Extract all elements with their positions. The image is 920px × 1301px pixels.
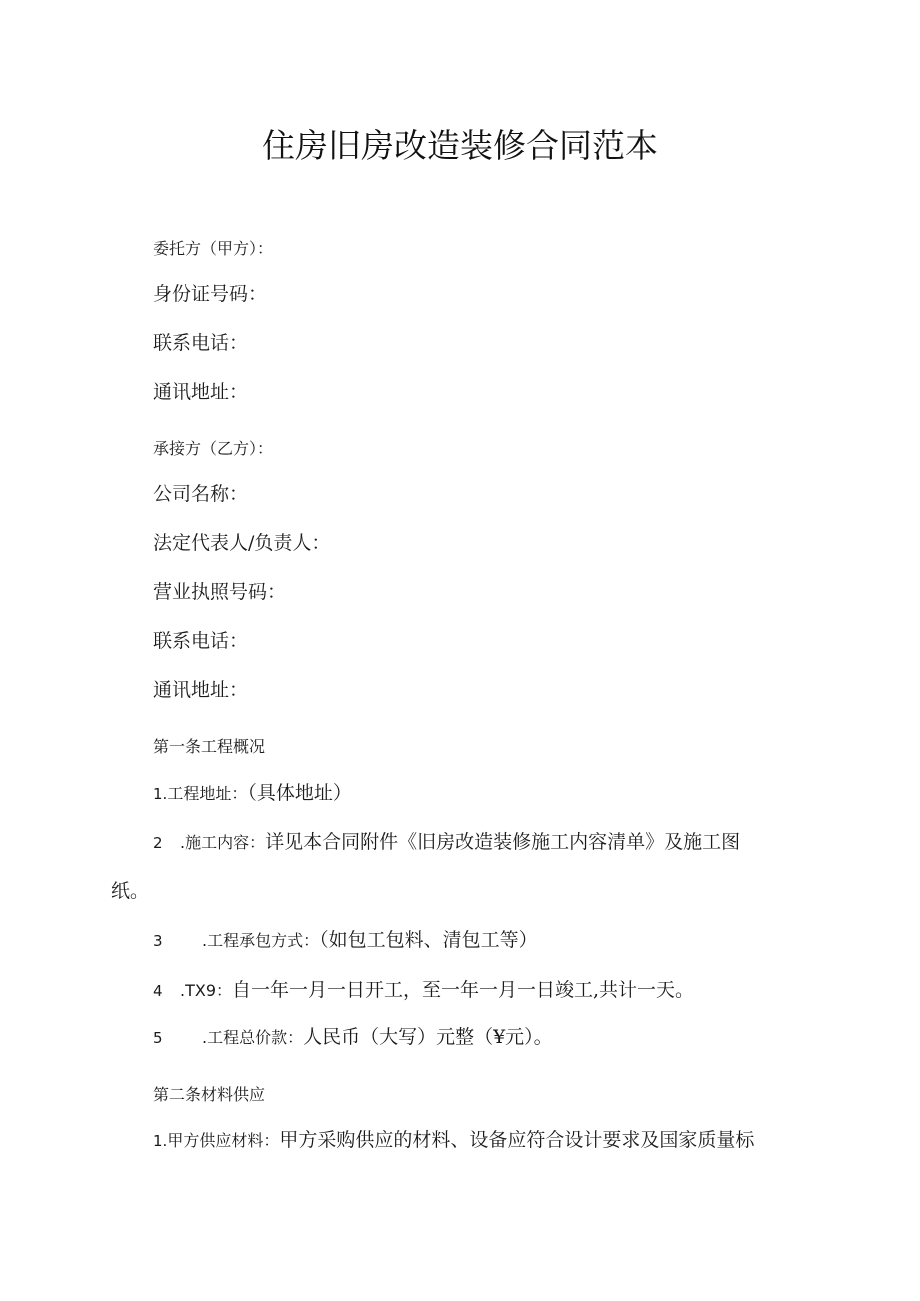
item-text: 甲方采购供应的材料、设备应符合设计要求及国家质量标: [279, 1129, 755, 1151]
party-a-heading: 委托方（甲方）：: [153, 239, 274, 258]
article-1-item-4: [153, 975, 694, 1005]
article-1-item-2: [153, 827, 740, 857]
article-1-item-5: [153, 1022, 553, 1052]
item-number: 4: [153, 982, 163, 1000]
item-number: 5: [153, 1029, 163, 1047]
item-label: 甲方供应材料：: [167, 1131, 280, 1150]
item-number: 1.: [153, 1132, 168, 1150]
item-text: 自一年一月一日开工，至一年一月一日竣工,共计一天。: [232, 979, 695, 1001]
party-a-phone: 联系电话：: [153, 332, 249, 354]
item-text: 人民币（大写）元整（¥元）。: [303, 1026, 553, 1048]
party-b-representative: 法定代表人/负责人：: [153, 532, 331, 554]
item-text: 详见本合同附件《旧房改造装修施工内容清单》及施工图: [265, 831, 741, 853]
item-number: 1.: [153, 785, 168, 803]
party-b-company: 公司名称：: [153, 483, 249, 505]
item-text: （具体地址）: [247, 782, 352, 804]
party-a-id-number: 身份证号码：: [153, 283, 268, 305]
page-title: 住房旧房改造装修合同范本: [262, 126, 658, 165]
party-b-heading: 承接方（乙方）：: [153, 439, 274, 458]
item-text: （如包工包料、清包工等）: [319, 929, 538, 951]
item-number: 3: [153, 932, 163, 950]
article-1-item-2-continuation: 纸。: [111, 880, 150, 902]
party-b-address: 通讯地址：: [153, 679, 249, 701]
item-number: 2: [153, 834, 163, 852]
article-1-item-1: [153, 778, 352, 808]
party-b-phone: 联系电话：: [153, 630, 249, 652]
article-2-heading: 第二条材料供应: [153, 1085, 266, 1104]
article-1-heading: 第一条工程概况: [153, 737, 266, 756]
article-2-item-1: [153, 1125, 754, 1155]
item-label: 工程地址：: [167, 784, 248, 803]
item-label: .工程总价款：: [202, 1028, 304, 1047]
item-label: .工程承包方式：: [202, 931, 320, 950]
article-1-item-3: [153, 925, 538, 955]
item-label: .施工内容：: [180, 833, 266, 852]
party-a-address: 通讯地址：: [153, 381, 249, 403]
party-b-license: 营业执照号码：: [153, 581, 287, 603]
item-label: .TX9：: [180, 981, 233, 1000]
